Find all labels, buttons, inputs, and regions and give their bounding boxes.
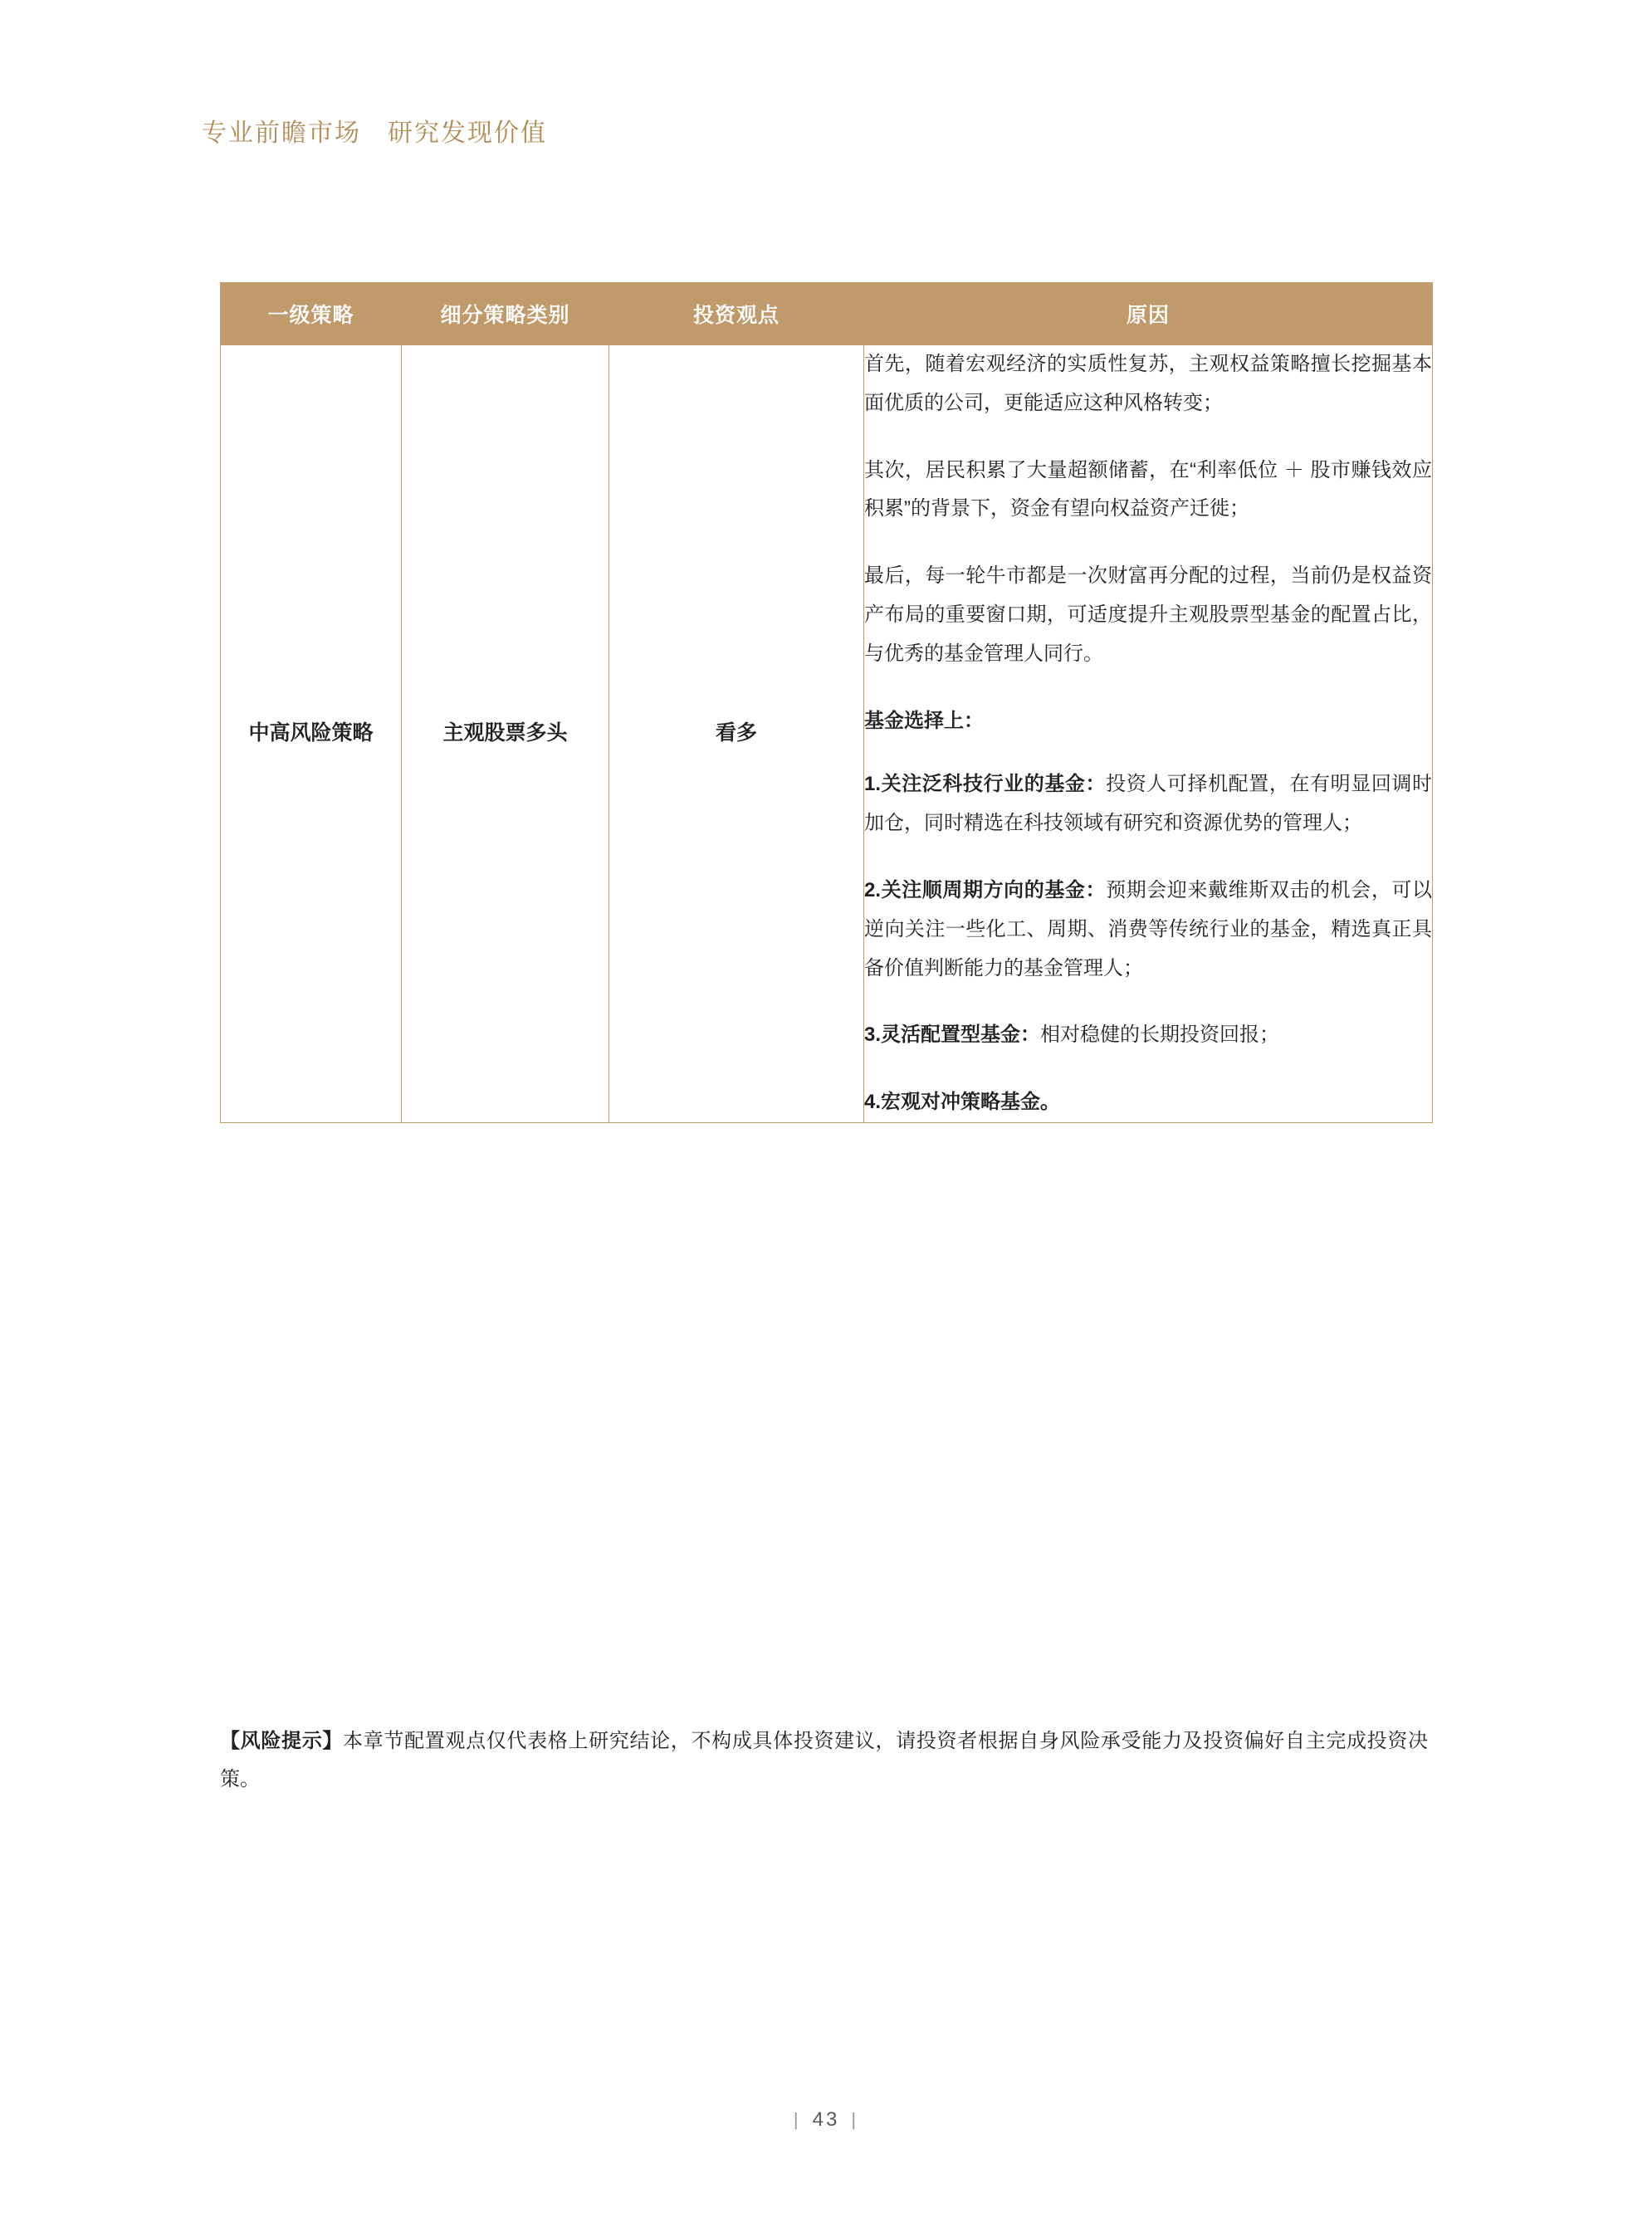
- footer-left-divider: |: [793, 2109, 801, 2130]
- page-footer: [0, 2108, 1652, 2132]
- strategy-table: [220, 282, 1433, 1123]
- column-header-investment-view: 投资观点: [609, 283, 864, 345]
- footer-right-divider: |: [851, 2109, 859, 2130]
- fund-selection-item-1: [864, 765, 1432, 843]
- cell-primary-strategy: 中高风险策略: [221, 345, 402, 1123]
- fund-selection-item-1-label: 1.关注泛科技行业的基金：: [864, 773, 1107, 796]
- column-header-sub-strategy: 细分策略类别: [402, 283, 609, 345]
- risk-note-label: 【风险提示】: [220, 1730, 344, 1752]
- fund-selection-heading: 基金选择上：: [864, 709, 984, 732]
- reason-paragraph-3: 最后，每一轮牛市都是一次财富再分配的过程，当前仍是权益资产布局的重要窗口期，可适度提升主观股票型基金的配置占比，与优秀的基金管理人同行。: [864, 564, 1432, 665]
- reason-paragraph-1: 首先，随着宏观经济的实质性复苏，主观权益策略擅长挖掘基本面优质的公司，更能适应这种风格转变；: [864, 353, 1432, 414]
- column-header-primary-strategy: 一级策略: [221, 283, 402, 345]
- cell-reason: [864, 345, 1433, 1123]
- fund-selection-item-3-label: 3.灵活配置型基金：: [864, 1023, 1041, 1047]
- fund-selection-item-4-label: 4.宏观对冲策略基金。: [864, 1091, 1061, 1114]
- fund-selection-item-3-text: 相对稳健的长期投资回报；: [1040, 1023, 1280, 1047]
- strategy-table-wrapper: [220, 282, 1432, 1123]
- cell-sub-strategy: 主观股票多头: [402, 345, 609, 1123]
- column-header-reason: 原因: [864, 283, 1433, 345]
- fund-selection-item-2: [864, 872, 1432, 988]
- page-header-title: 专业前瞻市场 研究发现价值: [202, 120, 547, 147]
- fund-selection-item-3: [864, 1016, 1432, 1055]
- fund-selection-item-1-text: 投资人可择机配置，在有明显回调时加仓，同时精选在科技领域有研究和资源优势的管理人；: [864, 773, 1433, 835]
- fund-selection-item-2-label: 2.关注顺周期方向的基金：: [864, 878, 1107, 901]
- risk-note-text: 本章节配置观点仅代表格上研究结论，不构成具体投资建议，请投资者根据自身风险承受能力及投资偏好自主完成投资决策。: [220, 1730, 1429, 1790]
- cell-investment-view: 看多: [609, 345, 864, 1123]
- risk-note: [220, 1722, 1428, 1798]
- table-row: [221, 345, 1433, 1123]
- reason-paragraph-2: 其次，居民积累了大量超额储蓄，在“利率低位 ＋ 股市赚钱效应积累”的背景下，资金有望向权益资产迁徙；: [864, 458, 1432, 520]
- table-header-row: [221, 283, 1433, 345]
- fund-selection-item-4: [864, 1083, 1432, 1122]
- fund-selection-item-2-text: 预期会迎来戴维斯双击的机会，可以逆向关注一些化工、周期、消费等传统行业的基金，精选真正具备价值判断能力的基金管理人；: [864, 878, 1433, 979]
- page-number: 43: [812, 2108, 840, 2131]
